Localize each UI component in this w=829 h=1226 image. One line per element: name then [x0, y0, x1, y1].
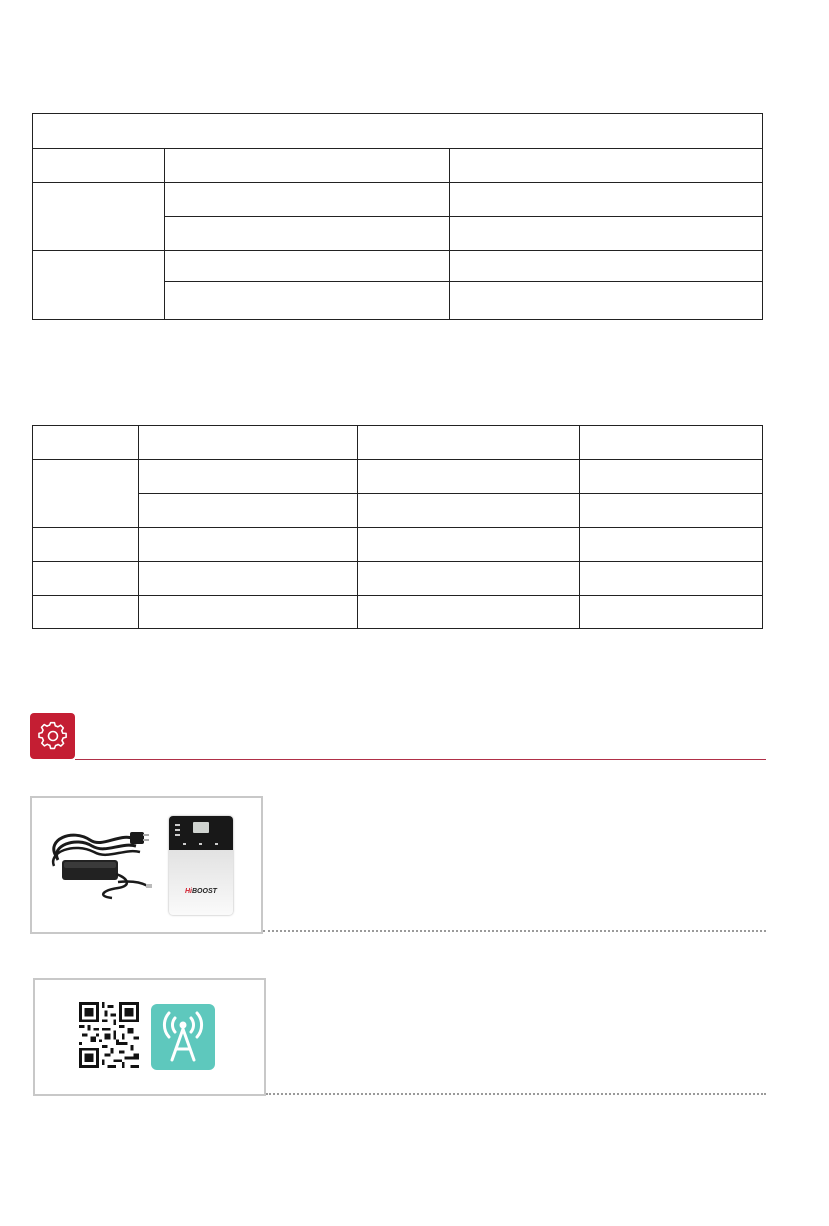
- gear-icon: [38, 721, 68, 751]
- panel-button: [199, 843, 202, 845]
- app-icon: [151, 1004, 215, 1070]
- table1-cell: [450, 183, 763, 217]
- booster-unit-photo: [169, 816, 233, 915]
- table1-cell: [33, 149, 165, 183]
- table2-cell: [138, 562, 357, 596]
- table1-cell: [33, 251, 165, 320]
- table2-cell: [580, 426, 763, 460]
- table2-cell: [138, 528, 357, 562]
- table2-cell: [138, 426, 357, 460]
- table1-cell: [450, 217, 763, 251]
- table2-cell: [580, 460, 763, 494]
- table2-cell: [357, 562, 580, 596]
- table2-cell: [33, 460, 139, 528]
- qr-code: [79, 1002, 139, 1068]
- table2-cell: [138, 596, 357, 629]
- table2-cell: [357, 426, 580, 460]
- table2-cell: [33, 528, 139, 562]
- section-divider: [75, 759, 766, 760]
- table2-cell: [33, 562, 139, 596]
- spec-table-1: [32, 113, 763, 320]
- table2-cell: [580, 596, 763, 629]
- table1-cell: [164, 149, 450, 183]
- table2-cell: [580, 494, 763, 528]
- table2-cell: [357, 460, 580, 494]
- table2-cell: [580, 528, 763, 562]
- table1-cell: [450, 251, 763, 282]
- table2-cell: [33, 426, 139, 460]
- table1-cell: [450, 149, 763, 183]
- lcd-display: [193, 822, 209, 833]
- table1-cell: [164, 183, 450, 217]
- table2-cell: [580, 562, 763, 596]
- power-adapter-photo: [46, 826, 152, 912]
- table1-cell: [164, 282, 450, 320]
- table2-cell: [138, 460, 357, 494]
- status-led: [175, 824, 180, 826]
- status-led: [175, 829, 180, 831]
- table2-cell: [33, 596, 139, 629]
- signal-tower-icon: [160, 1011, 206, 1063]
- brand-logo: HiBOOST: [185, 888, 217, 895]
- table1-cell: [33, 183, 165, 251]
- package-contents-photo: [30, 796, 263, 934]
- table2-cell: [357, 528, 580, 562]
- spec-table-2: [32, 425, 763, 629]
- dotted-divider: [266, 1093, 766, 1095]
- table2-cell: [138, 494, 357, 528]
- table2-cell: [357, 596, 580, 629]
- table1-cell: [164, 217, 450, 251]
- app-download-panel: [33, 978, 266, 1096]
- table1-header-cell: [33, 114, 763, 149]
- table1-cell: [450, 282, 763, 320]
- status-led: [175, 834, 180, 836]
- section-icon-box: [30, 713, 75, 759]
- panel-button: [183, 843, 186, 845]
- panel-button: [215, 843, 218, 845]
- table2-cell: [357, 494, 580, 528]
- dotted-divider: [263, 930, 766, 932]
- booster-front-panel: [169, 816, 233, 850]
- table1-cell: [164, 251, 450, 282]
- booster-body: [169, 850, 233, 915]
